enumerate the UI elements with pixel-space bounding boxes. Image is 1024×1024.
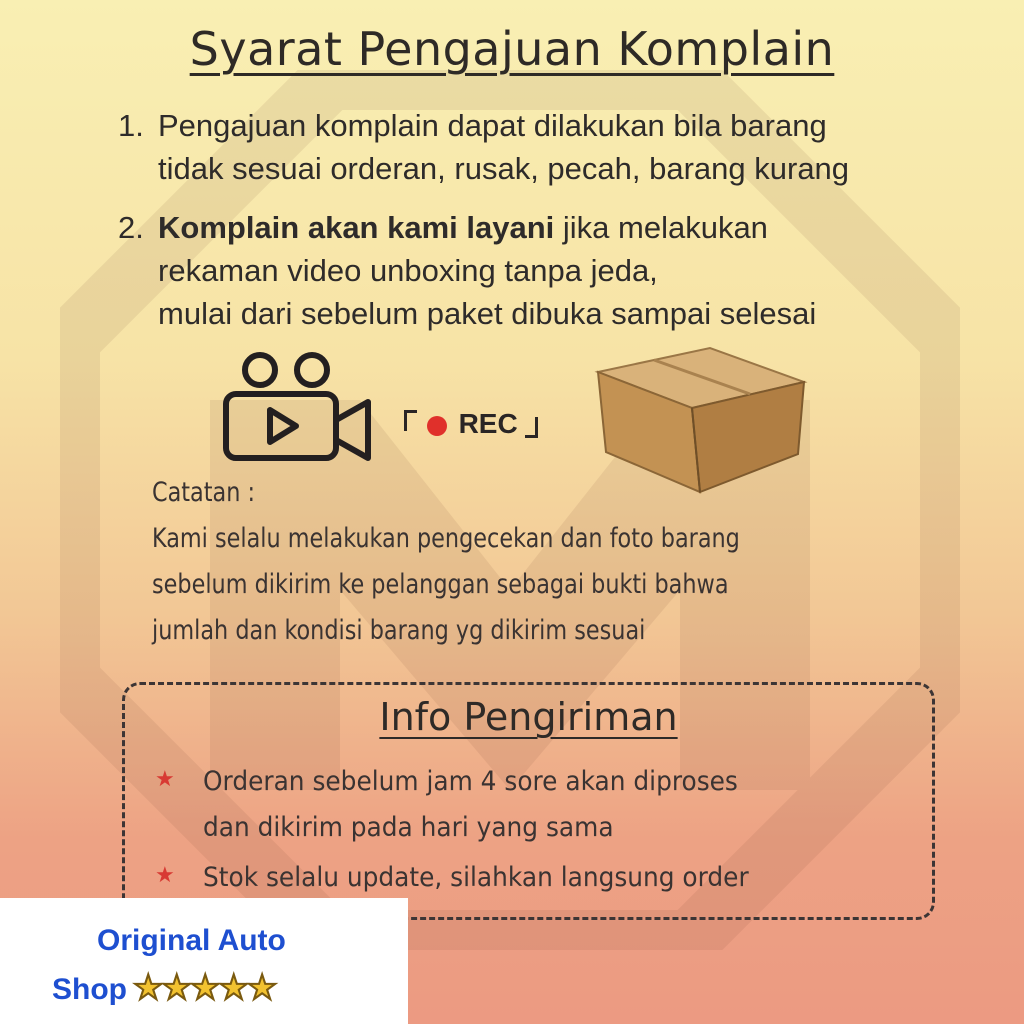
info-item-1: [155, 759, 784, 851]
rule-2-bold: Komplain akan kami layani: [158, 210, 555, 245]
rec-bracket-left: [404, 410, 417, 431]
rec-dot-icon: [427, 416, 447, 436]
shop-name-line-1: Original Auto: [97, 924, 286, 957]
shop-name-shop: Shop: [52, 973, 127, 1006]
rule-2-line-1: [158, 206, 816, 249]
rule-1: [118, 104, 849, 190]
rule-2-number: 2.: [118, 210, 144, 245]
catatan-label: Catatan :: [152, 477, 256, 508]
rule-2-line-1-rest: jika melakukan: [554, 210, 768, 245]
rec-indicator: [404, 408, 538, 440]
rule-2: [118, 206, 816, 335]
info-item-1-line-1: Orderan sebelum jam 4 sore akan diproses: [203, 766, 738, 797]
catatan-block: [152, 470, 791, 654]
rule-1-line-2: tidak sesuai orderan, rusak, pecah, barang kurang: [158, 151, 850, 186]
catatan-line-3: jumlah dan kondisi barang yg dikirim sesuai: [152, 615, 646, 646]
shop-badge: [0, 898, 408, 1024]
shop-name-line-2: [52, 968, 275, 1008]
rec-bracket-right: [525, 417, 538, 438]
rule-2-line-3: mulai dari sebelum paket dibuka sampai selesai: [158, 296, 817, 331]
info-item-1-line-2: dan dikirim pada hari yang sama: [203, 812, 614, 843]
rule-2-line-2: rekaman video unboxing tanpa jeda,: [158, 253, 658, 288]
rule-1-line-1: Pengajuan komplain dapat dilakukan bila barang: [158, 108, 827, 143]
info-title: Info Pengiriman: [379, 695, 678, 739]
rule-1-number: 1.: [118, 108, 144, 143]
star-bullet-icon: ★: [155, 863, 175, 888]
info-item-2: [155, 855, 796, 901]
rec-label: REC: [458, 408, 518, 439]
rating-stars-icon: ★★★★★: [133, 969, 276, 1007]
catatan-line-2: sebelum dikirim ke pelanggan sebagai bukti bahwa: [152, 569, 729, 600]
video-camera-icon: [218, 350, 388, 470]
info-item-2-line-1: Stok selalu update, silahkan langsung order: [203, 862, 749, 893]
page-title: Syarat Pengajuan Komplain: [189, 22, 835, 76]
info-pengiriman-box: [122, 682, 935, 920]
star-bullet-icon: ★: [155, 767, 175, 792]
catatan-line-1: Kami selalu melakukan pengecekan dan foto barang: [152, 523, 740, 554]
